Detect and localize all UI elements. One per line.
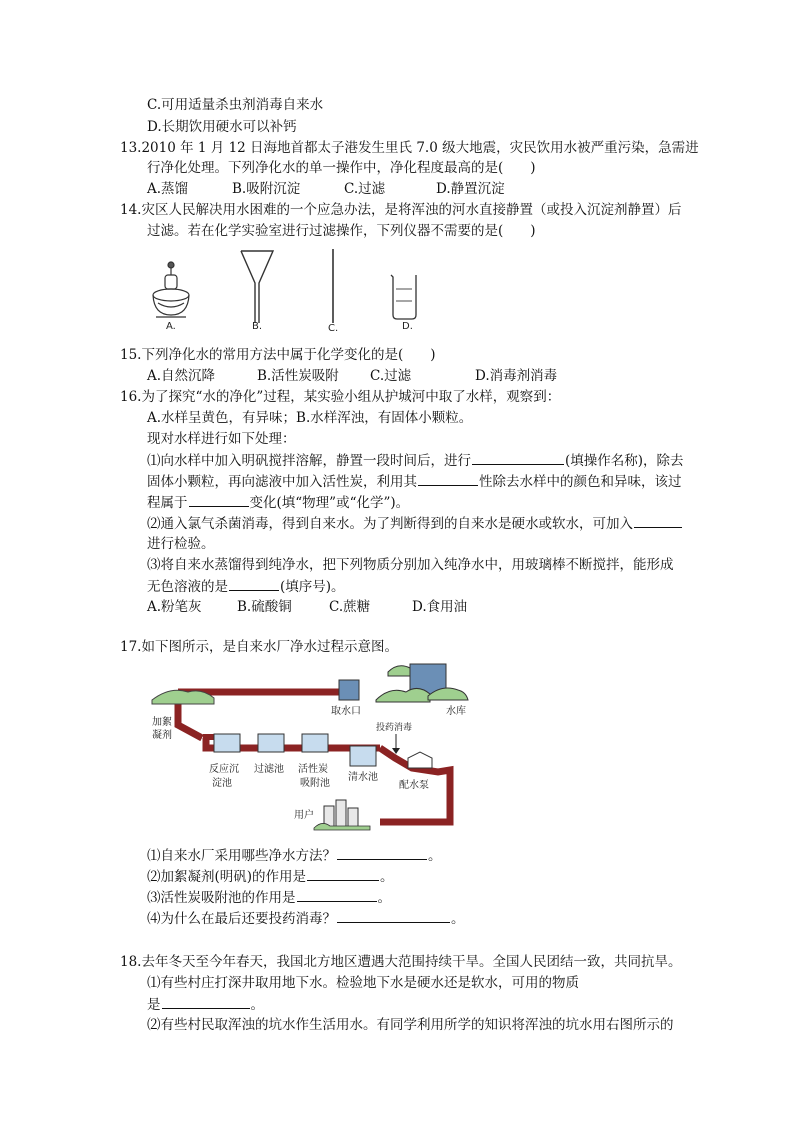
q15-stem: 15.下列净化水的常用方法中属于化学变化的是( ) bbox=[120, 347, 436, 363]
q17-blank-flocculant[interactable] bbox=[307, 867, 379, 881]
q14-stem-line1: 14.灾区人民解决用水困难的一个应急办法，是将浑浊的河水直接静置（或投入沉淀剂静置）后 bbox=[120, 202, 682, 218]
pump-label: 配水泵 bbox=[399, 780, 429, 791]
q13-option-c: C.过滤 bbox=[344, 181, 386, 197]
q17-part3-text: ⑶活性炭吸附池的作用是 bbox=[147, 890, 296, 906]
q17-part2-text: ⑵加絮凝剂(明矾)的作用是 bbox=[147, 869, 307, 885]
q17-blank-carbon[interactable] bbox=[297, 888, 377, 902]
q16-options bbox=[147, 598, 467, 616]
user-label: 用户 bbox=[294, 810, 314, 821]
apparatus-figure bbox=[140, 245, 440, 337]
apparatus-d-label: D. bbox=[402, 321, 413, 332]
q12-option-d: D.长期饮用硬水可以补钙 bbox=[147, 119, 297, 135]
q17-part2-period: 。 bbox=[380, 869, 394, 885]
carbon-label-line1: 活性炭 bbox=[298, 764, 328, 775]
q16-stem: 16.为了探究“水的净化”过程，某实验小组从护城河中取了水样，观察到： bbox=[120, 389, 561, 405]
flocculant-label-line2: 凝剂 bbox=[152, 730, 172, 741]
q15-option-c: C.过滤 bbox=[370, 368, 412, 384]
q15-options bbox=[147, 367, 557, 385]
q14-stem-line2: 过滤。若在化学实验室进行过滤操作，下列仪器不需要的是( ) bbox=[147, 223, 536, 239]
q16-part1-text-b: (填操作名称)，除去 bbox=[565, 453, 684, 469]
filter-label: 过滤池 bbox=[254, 764, 284, 775]
q16-part1-text-c: 固体小颗粒，再向滤液中加入活性炭，利用其 bbox=[147, 474, 417, 490]
q16-option-a: A.粉笔灰 bbox=[147, 599, 202, 615]
dosing-label: 投药消毒 bbox=[376, 723, 413, 733]
reservoir-label: 水库 bbox=[446, 706, 466, 717]
q16-part1-text-f: 变化(填“物理”或“化学”)。 bbox=[249, 495, 410, 511]
sedimentation-tank bbox=[214, 734, 240, 752]
carbon-label-line2: 吸附池 bbox=[300, 778, 330, 789]
q17-stem: 17.如下图所示，是自来水厂净水过程示意图。 bbox=[120, 639, 398, 655]
q16-observation: A.水样呈黄色，有异味；B.水样浑浊，有固体小颗粒。 bbox=[147, 410, 473, 426]
q16-part2-line2: 进行检验。 bbox=[147, 536, 215, 552]
apparatus-a-label: A. bbox=[166, 321, 176, 332]
q16-part1-line1 bbox=[147, 451, 684, 470]
q15-option-b: B.活性炭吸附 bbox=[257, 368, 339, 384]
q16-blank-property[interactable] bbox=[418, 472, 478, 486]
q16-part3-text-b: (填序号)。 bbox=[280, 579, 345, 595]
q17-part1 bbox=[147, 846, 442, 865]
pump-house bbox=[408, 752, 432, 768]
q16-option-b: B.硫酸铜 bbox=[237, 599, 292, 615]
q17-part1-text: ⑴自来水厂采用哪些净水方法？ bbox=[147, 848, 336, 864]
q16-part3-text-a: 无色溶液的是 bbox=[147, 579, 228, 595]
q17-part4-text: ⑷为什么在最后还要投药消毒？ bbox=[147, 911, 336, 927]
q13-options bbox=[147, 180, 505, 198]
flocculant-label-line1: 加絮 bbox=[152, 717, 172, 728]
apparatus-a-lamp bbox=[153, 262, 189, 317]
q18-blank-reagent[interactable] bbox=[162, 995, 250, 1009]
flocculant-hill bbox=[152, 690, 214, 704]
q17-part4 bbox=[147, 909, 465, 928]
q18-part1-period: 。 bbox=[250, 997, 264, 1013]
q16-blank-operation[interactable] bbox=[472, 451, 564, 465]
q13-option-d: D.静置沉淀 bbox=[436, 181, 505, 197]
reservoir-hill-top bbox=[388, 666, 410, 676]
filter-tank bbox=[258, 734, 284, 752]
clear-water-label: 清水池 bbox=[348, 772, 378, 783]
q17-part2 bbox=[147, 867, 394, 886]
intake-label: 取水口 bbox=[331, 706, 361, 717]
clear-water-tank bbox=[350, 746, 376, 766]
q17-blank-methods[interactable] bbox=[337, 846, 427, 860]
q18-part1-line1: ⑴有些村庄打深井取用地下水。检验地下水是硬水还是软水，可用的物质 bbox=[147, 975, 579, 991]
q17-part3 bbox=[147, 888, 391, 907]
q16-option-d: D.食用油 bbox=[412, 599, 468, 615]
q16-part2-line1 bbox=[147, 514, 683, 533]
apparatus-d-beaker bbox=[391, 275, 416, 319]
q16-part1-text-d: 性除去水样中的颜色和异味，该过 bbox=[479, 474, 682, 490]
q13-option-a: A.蒸馏 bbox=[147, 181, 189, 197]
apparatus-b-funnel bbox=[241, 251, 273, 323]
q15-option-d: D.消毒剂消毒 bbox=[475, 368, 558, 384]
water-treatment-diagram bbox=[140, 650, 470, 835]
carbon-tank bbox=[302, 734, 328, 752]
q18-stem: 18.去年冬天至今年春天，我国北方地区遭遇大范围持续干旱。全国人民团结一致，共同抗旱。 bbox=[120, 954, 682, 970]
q12-option-c: C.可用适量杀虫剂消毒自来水 bbox=[147, 97, 324, 113]
q16-part3-line2 bbox=[147, 577, 345, 596]
apparatus-b-label: B. bbox=[252, 321, 263, 332]
q16-part1-text-a: ⑴向水样中加入明矾搅拌溶解，静置一段时间后，进行 bbox=[147, 453, 471, 469]
q16-option-c: C.蔗糖 bbox=[329, 599, 371, 615]
q16-part3-line1: ⑶将自来水蒸馏得到纯净水，把下列物质分别加入纯净水中，用玻璃棒不断搅拌，能形成 bbox=[147, 557, 674, 573]
q15-option-a: A.自然沉降 bbox=[147, 368, 216, 384]
user-buildings bbox=[324, 800, 358, 828]
sedimentation-label-line2: 淀池 bbox=[212, 778, 232, 789]
q16-blank-reagent[interactable] bbox=[634, 514, 682, 528]
apparatus-c-label: C. bbox=[328, 323, 339, 334]
q18-part1-text: 是 bbox=[147, 997, 161, 1013]
q13-stem-line2: 行净化处理。下列净化水的单一操作中，净化程度最高的是( ) bbox=[147, 160, 536, 176]
q16-part1-line3 bbox=[147, 493, 409, 512]
q17-part1-period: 。 bbox=[428, 848, 442, 864]
reservoir-hill-left bbox=[376, 688, 430, 702]
q16-part1-text-e: 程属于 bbox=[147, 495, 188, 511]
q18-part1-line2 bbox=[147, 995, 264, 1014]
q18-part2-line1: ⑵有些村民取浑浊的坑水作生活用水。有同学利用所学的知识将浑浊的坑水用右图所示的 bbox=[147, 1017, 674, 1033]
q16-part1-line2 bbox=[147, 472, 682, 491]
q16-part2-text-a: ⑵通入氯气杀菌消毒，得到自来水。为了判断得到的自来水是硬水或软水，可加入 bbox=[147, 516, 633, 532]
q17-part4-period: 。 bbox=[451, 911, 465, 927]
q17-blank-disinfection[interactable] bbox=[337, 909, 450, 923]
q13-option-b: B.吸附沉淀 bbox=[232, 181, 301, 197]
sedimentation-label-line1: 反应沉 bbox=[209, 764, 239, 775]
q13-stem-line1: 13.2010 年 1 月 12 日海地首都太子港发生里氏 7.0 级大地震，灾民饮用水被严重污染，急需进 bbox=[120, 140, 699, 156]
q16-blank-choice[interactable] bbox=[229, 577, 279, 591]
q16-process-intro: 现对水样进行如下处理： bbox=[147, 431, 296, 447]
intake-box bbox=[339, 680, 359, 700]
q16-blank-change[interactable] bbox=[189, 493, 249, 507]
q17-part3-period: 。 bbox=[377, 890, 391, 906]
